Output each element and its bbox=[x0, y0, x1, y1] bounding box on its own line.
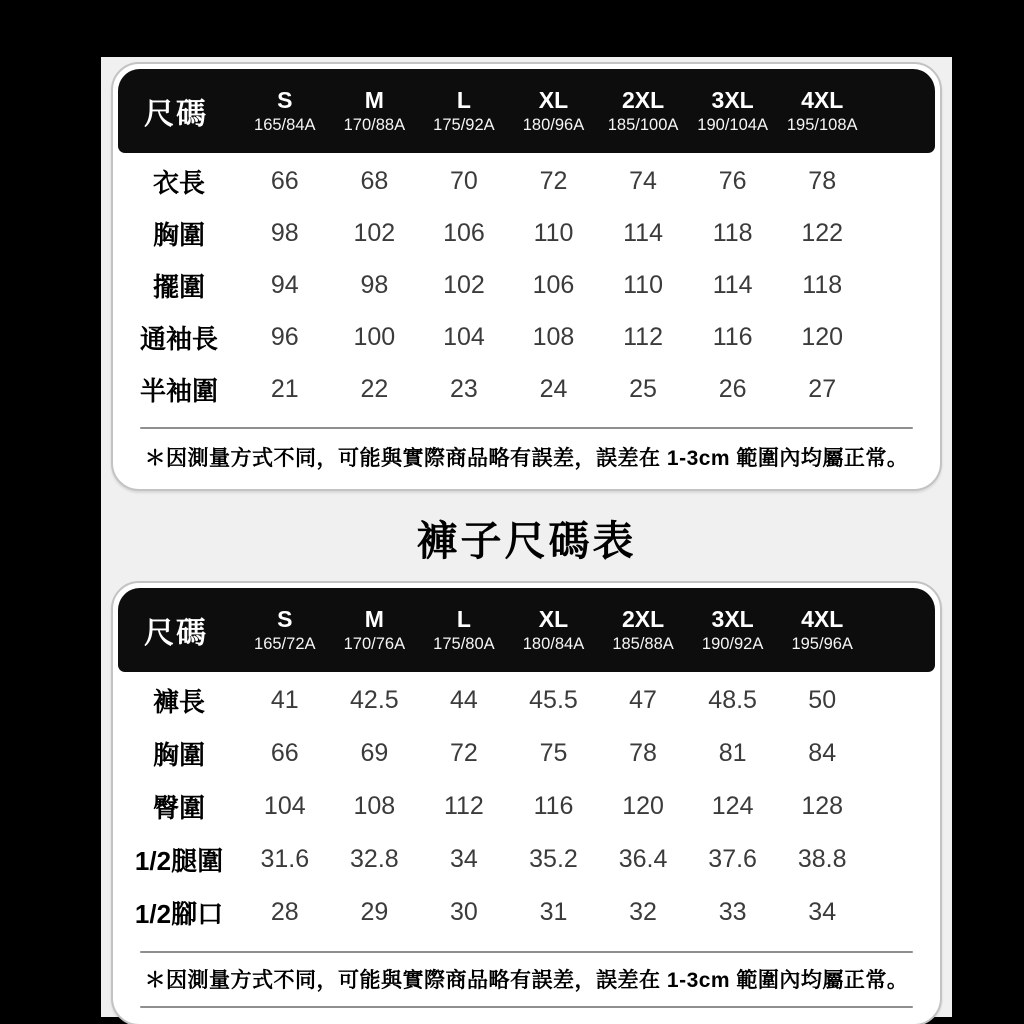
size-value-cell: 38.8 bbox=[797, 845, 847, 873]
size-label: 2XL bbox=[621, 86, 665, 113]
size-column-header bbox=[330, 87, 420, 135]
size-column-header bbox=[598, 606, 688, 654]
size-value-cell: 41 bbox=[270, 686, 299, 714]
table-row bbox=[118, 674, 935, 727]
size-value-cell: 76 bbox=[718, 166, 747, 195]
size-column-header bbox=[688, 606, 778, 654]
size-value-cell: 102 bbox=[443, 270, 485, 299]
size-value-cell: 34 bbox=[808, 898, 837, 926]
row-label: 褲長 bbox=[152, 687, 205, 717]
size-label: 3XL bbox=[711, 605, 754, 632]
size-spec-label: 165/84A bbox=[254, 116, 316, 135]
size-value-cell: 34 bbox=[450, 845, 478, 873]
size-value-cell: 110 bbox=[623, 270, 663, 299]
size-column-header bbox=[509, 87, 599, 135]
size-spec-label: 170/88A bbox=[343, 116, 406, 135]
size-spec-label: 185/88A bbox=[612, 635, 674, 654]
size-value-cell: 108 bbox=[353, 792, 396, 820]
size-value-cell: 118 bbox=[802, 270, 843, 299]
size-spec-label: 185/100A bbox=[607, 116, 679, 135]
size-label: S bbox=[277, 605, 293, 632]
size-value-cell: 31.6 bbox=[260, 845, 310, 873]
size-value-cell: 33 bbox=[718, 898, 747, 926]
size-label: XL bbox=[538, 86, 569, 113]
size-value-cell: 26 bbox=[718, 374, 747, 403]
size-spec-label: 195/108A bbox=[786, 116, 858, 135]
row-label: 胸圍 bbox=[152, 740, 205, 770]
size-label: 2XL bbox=[621, 605, 665, 632]
size-column-header bbox=[330, 606, 420, 654]
size-value-cell: 114 bbox=[623, 218, 663, 247]
size-label: 3XL bbox=[711, 86, 754, 113]
size-spec-label: 170/76A bbox=[343, 635, 406, 654]
row-label: 半袖圍 bbox=[139, 375, 218, 406]
size-value-cell: 120 bbox=[801, 322, 844, 351]
size-value-cell: 112 bbox=[623, 322, 663, 351]
row-label: 衣長 bbox=[152, 167, 205, 198]
size-spec-label: 175/92A bbox=[433, 116, 495, 135]
size-corner-label: 尺碼 bbox=[144, 617, 208, 650]
table-row bbox=[118, 207, 935, 259]
size-value-cell: 108 bbox=[532, 322, 575, 351]
size-corner-label: 尺碼 bbox=[144, 98, 208, 131]
size-column-header bbox=[240, 87, 330, 135]
size-value-cell: 42.5 bbox=[350, 686, 399, 714]
size-value-cell: 98 bbox=[270, 218, 299, 247]
size-column-header bbox=[419, 606, 509, 654]
size-value-cell: 70 bbox=[450, 166, 478, 195]
size-value-cell: 28 bbox=[270, 898, 299, 926]
size-value-cell: 120 bbox=[622, 792, 664, 820]
size-spec-label: 195/96A bbox=[791, 635, 853, 654]
shirt-table-body bbox=[118, 153, 935, 415]
size-value-cell: 122 bbox=[801, 218, 844, 247]
size-label: 4XL bbox=[801, 86, 844, 113]
size-value-cell: 36.4 bbox=[618, 845, 668, 873]
size-value-cell: 98 bbox=[360, 270, 389, 299]
size-value-cell: 72 bbox=[539, 166, 568, 195]
size-value-cell: 45.5 bbox=[529, 686, 578, 714]
size-value-cell: 100 bbox=[353, 322, 396, 351]
size-value-cell: 22 bbox=[360, 374, 389, 403]
size-spec-label: 175/80A bbox=[433, 635, 495, 654]
pants-chart-title: 褲子尺碼表 bbox=[416, 518, 637, 564]
size-label: XL bbox=[538, 605, 569, 632]
size-value-cell: 128 bbox=[801, 792, 844, 820]
size-column-header bbox=[240, 606, 330, 654]
size-value-cell: 31 bbox=[539, 898, 568, 926]
size-value-cell: 96 bbox=[270, 322, 299, 351]
size-column-header bbox=[509, 606, 599, 654]
size-value-cell: 50 bbox=[808, 686, 837, 714]
size-value-cell: 104 bbox=[443, 322, 485, 351]
table-row bbox=[118, 311, 935, 363]
table-row bbox=[118, 833, 935, 886]
size-value-cell: 124 bbox=[711, 792, 754, 820]
row-label: 擺圍 bbox=[152, 271, 205, 302]
size-value-cell: 32 bbox=[629, 898, 657, 926]
pants-table-note: ＊因測量方式不同，可能與實際商品略有誤差，誤差在 1-3cm 範圍內均屬正常。 bbox=[144, 969, 909, 992]
size-label: L bbox=[456, 86, 471, 113]
size-spec-label: 165/72A bbox=[254, 635, 316, 654]
size-value-cell: 116 bbox=[533, 792, 574, 820]
size-column-header bbox=[777, 606, 867, 654]
size-value-cell: 75 bbox=[539, 739, 568, 767]
size-value-cell: 81 bbox=[718, 739, 747, 767]
size-value-cell: 66 bbox=[270, 166, 299, 195]
size-value-cell: 112 bbox=[443, 792, 484, 820]
size-value-cell: 78 bbox=[808, 166, 837, 195]
size-value-cell: 30 bbox=[450, 898, 478, 926]
size-value-cell: 44 bbox=[450, 686, 478, 714]
size-value-cell: 94 bbox=[270, 270, 299, 299]
row-label: 胸圍 bbox=[152, 219, 205, 250]
size-label: S bbox=[277, 86, 293, 113]
pants-size-card bbox=[111, 581, 942, 1024]
size-column-header bbox=[777, 87, 867, 135]
size-value-cell: 114 bbox=[712, 270, 753, 299]
size-value-cell: 48.5 bbox=[708, 686, 757, 714]
shirt-size-card bbox=[111, 62, 942, 491]
size-value-cell: 23 bbox=[450, 374, 478, 403]
size-value-cell: 118 bbox=[712, 218, 753, 247]
table-row bbox=[118, 155, 935, 207]
size-spec-label: 180/84A bbox=[522, 635, 585, 654]
size-value-cell: 27 bbox=[808, 374, 837, 403]
size-label: L bbox=[456, 605, 471, 632]
size-value-cell: 21 bbox=[270, 374, 299, 403]
pants-table-header bbox=[118, 588, 935, 672]
size-value-cell: 84 bbox=[808, 739, 837, 767]
size-value-cell: 47 bbox=[629, 686, 657, 714]
size-column-header bbox=[419, 87, 509, 135]
size-value-cell: 32.8 bbox=[350, 845, 399, 873]
pants-table-body bbox=[118, 672, 935, 939]
size-value-cell: 35.2 bbox=[529, 845, 578, 873]
size-spec-label: 190/104A bbox=[697, 116, 768, 135]
size-value-cell: 24 bbox=[539, 374, 568, 403]
size-value-cell: 37.6 bbox=[708, 845, 757, 873]
size-column-header bbox=[688, 87, 778, 135]
table-row bbox=[118, 886, 935, 939]
size-spec-label: 180/96A bbox=[522, 116, 585, 135]
card-bottom-padding bbox=[118, 1008, 935, 1024]
size-value-cell: 72 bbox=[450, 739, 478, 767]
table-row bbox=[118, 259, 935, 311]
size-value-cell: 104 bbox=[263, 792, 306, 820]
shirt-table-header bbox=[118, 69, 935, 153]
size-value-cell: 69 bbox=[360, 739, 389, 767]
size-value-cell: 116 bbox=[712, 322, 753, 351]
size-value-cell: 106 bbox=[443, 218, 485, 247]
size-label: 4XL bbox=[801, 605, 844, 632]
size-label: M bbox=[364, 605, 384, 632]
size-column-header bbox=[598, 87, 688, 135]
size-value-cell: 66 bbox=[270, 739, 299, 767]
size-label: M bbox=[364, 86, 384, 113]
shirt-table-note: ＊因測量方式不同，可能與實際商品略有誤差，誤差在 1-3cm 範圍內均屬正常。 bbox=[144, 447, 909, 470]
table-row bbox=[118, 727, 935, 780]
size-value-cell: 74 bbox=[629, 166, 657, 195]
page-background bbox=[101, 57, 952, 1017]
row-label: 1/2腳口 bbox=[134, 899, 224, 929]
size-value-cell: 78 bbox=[629, 739, 657, 767]
size-value-cell: 68 bbox=[360, 166, 389, 195]
size-value-cell: 29 bbox=[360, 898, 389, 926]
row-label: 通袖長 bbox=[139, 323, 218, 354]
size-spec-label: 190/92A bbox=[701, 635, 764, 654]
table-row bbox=[118, 363, 935, 415]
table-row bbox=[118, 780, 935, 833]
size-value-cell: 102 bbox=[353, 218, 396, 247]
row-label: 1/2腿圍 bbox=[134, 846, 224, 876]
row-label: 臀圍 bbox=[152, 793, 205, 823]
size-value-cell: 106 bbox=[532, 270, 575, 299]
size-value-cell: 25 bbox=[629, 374, 657, 403]
size-value-cell: 110 bbox=[533, 218, 574, 247]
